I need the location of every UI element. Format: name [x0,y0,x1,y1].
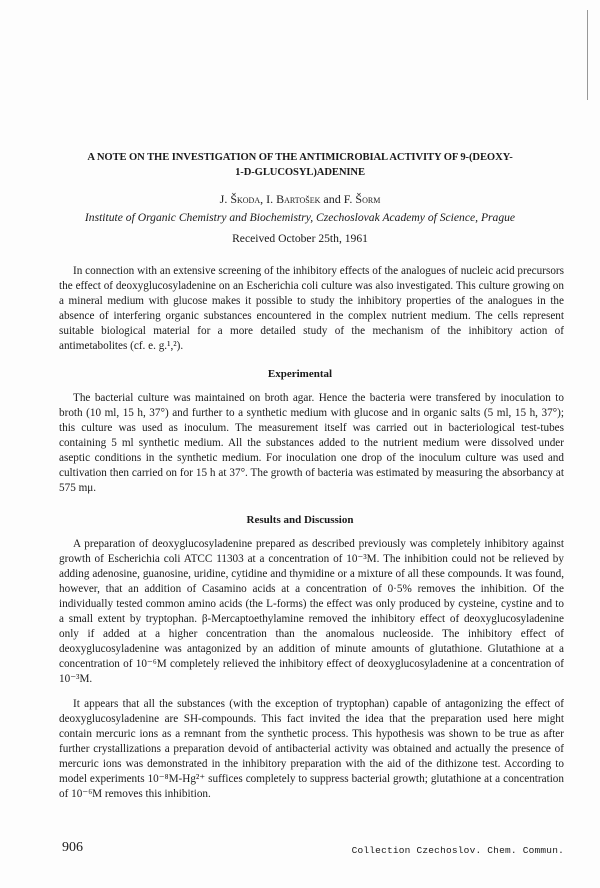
experimental-paragraph: The bacterial culture was maintained on broth agar. Hence the bacteria were transfered by inoculation to broth (10 ml, 15 h, 37°) and further to a synthetic medium with glucose and in organic salts (5 ml, 15 h, 37°); this culture was used as inoculum. The measurement itself was carried out in bacteriological test-tubes containing 5 ml synthetic medium. All the substances added to the nutrient medium were dissolved under aseptic conditions in the synthetic medium. For inoculation one drop of the inoculum culture was used and cultivation then carried on for 15 h at 37°. The growth of bacteria was estimated by measuring the absorbancy at 575 mμ. [59,392,564,494]
section-heading-experimental: Experimental [267,368,333,380]
title-line-2: 1-D-GLUCOSYL)ADENINE [235,167,365,178]
section-heading-results: Results and Discussion [246,514,354,526]
title-line-1: A NOTE ON THE INVESTIGATION OF THE ANTIMICROBIAL ACTIVITY OF 9-(DEOXY- [87,152,513,163]
journal-name: Collection Czechoslov. Chem. Commun. [351,845,564,856]
received-date: Received October 25th, 1961 [232,232,368,245]
page-number: 906 [62,840,83,855]
intro-paragraph: In connection with an extensive screening of the inhibitory effects of the analogues of nucleic acid precursors the effect of deoxyglucosyladenine on an Escherichia coli culture was also investigated. This culture growing on a mineral medium with glucose makes it possible to study the inhibitory properties of the analogues in the absence of interfering organic substances encountered in the complex nutrient medium. The cells represent suitable biological material for a more detailed study of the mechanism of the inhibitory action of antimetabolites (cf. e. g.¹,²). [59,265,564,352]
scan-edge-line [587,10,588,100]
author-list: J. Škoda, I. Bartošek and F. Šorm [219,192,381,206]
author-skoda: J. Škoda [219,192,261,206]
author-bartosek: I. Bartošek [266,192,321,206]
results-paragraph-2: It appears that all the substances (with the exception of tryptophan) capable of antagonizing the effect of deoxyglucosyladenine are SH-compounds. This fact invited the idea that the preparation used here might contain mercuric ions as a remnant from the synthetic process. This hypothesis was shown to be true as after further crystallizations a preparation devoid of antibacterial activity was obtained and actually the presence of mercuric ions was demonstrated in the inhibitory preparation with the aid of the dithizone test. According to model experiments 10⁻⁸M-Hg²⁺ suffices completely to suppress bacterial growth; glutathione at a concentration of 10⁻⁶M removes this inhibition. [59,698,564,800]
article-title [38,150,562,180]
author-sorm: F. Šorm [343,192,381,206]
results-paragraph-1: A preparation of deoxyglucosyladenine prepared as described previously was completely inhibitory against growth of Escherichia coli ATCC 11303 at a concentration of 10⁻³M. The inhibition could not be relieved by adding adenosine, guanosine, uridine, cytidine and thymidine or a mixture of all these compounds. It was found, however, that an addition of Casamino acids at a concentration of 0·5% removes the inhibition. Of the individually tested common amino acids (the L-forms) the effect was only produced by cysteine, cystine and to a small extent by tryptophan. β-Mercaptoethylamine removed the inhibitory effect of deoxyglucosyladenine only if added at a higher concentration than the anomalous nucleoside. The inhibitory effect of deoxyglucosyladenine was antagonized by an addition of minute amounts of glutathione. Glutathione at a concentration of 10⁻⁶M completely relieved the inhibitory effect of deoxyglucosyladenine at a concentration of 10⁻³M. [59,538,564,685]
author-conjunction: and [323,192,341,206]
affiliation: Institute of Organic Chemistry and Biochemistry, Czechoslovak Academy of Science, Prague [84,211,516,224]
